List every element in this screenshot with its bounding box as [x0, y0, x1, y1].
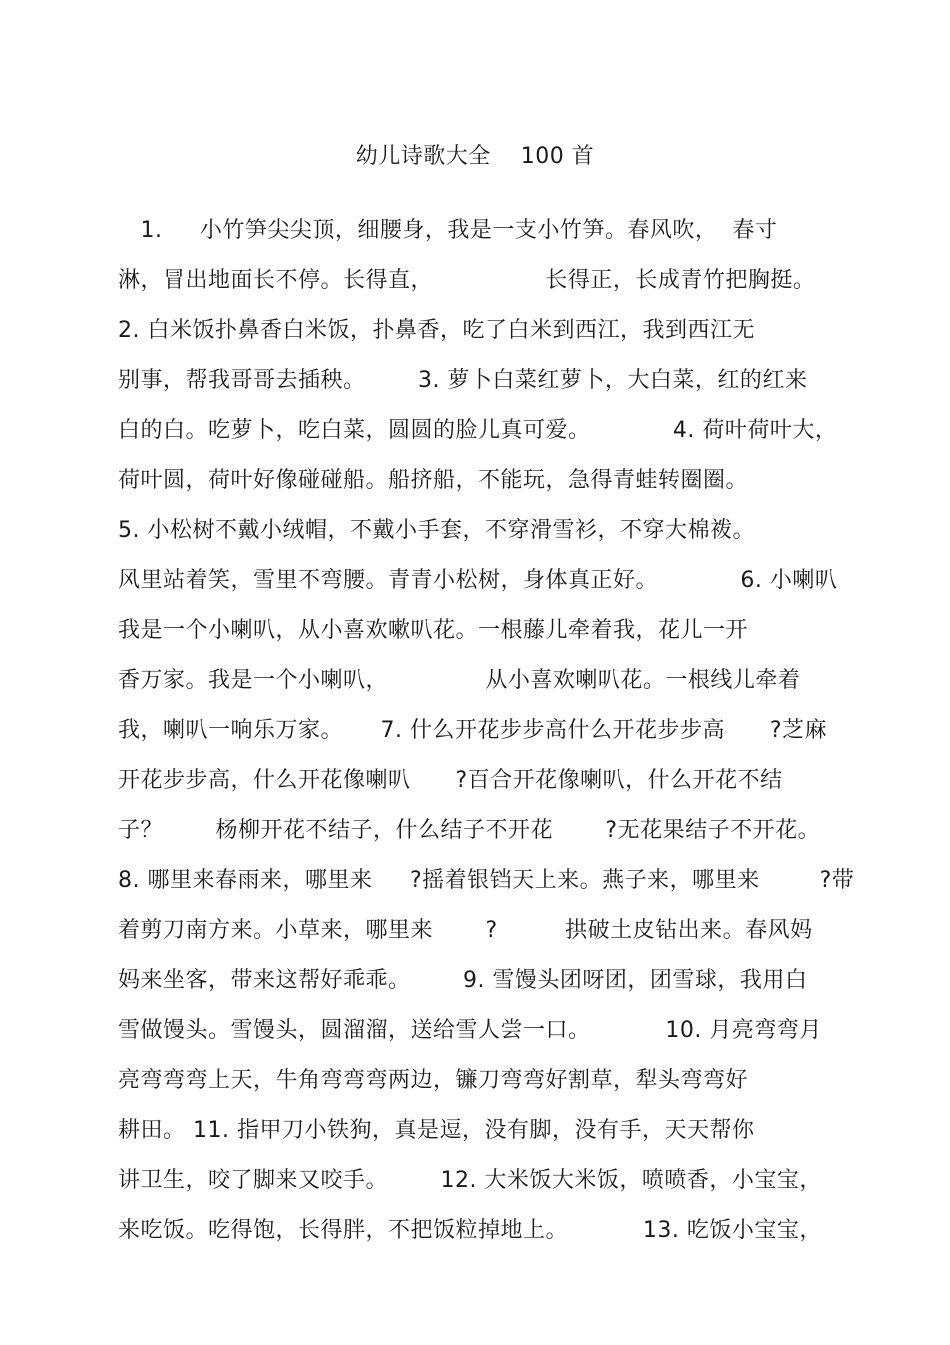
text-line: 2. 白米饭扑鼻香白米饭，扑鼻香，吃了白米到西江，我到西江无 — [118, 318, 755, 343]
text-line: 亮弯弯弯上天，牛角弯弯弯两边，镰刀弯弯好割草，犁头弯弯好 — [118, 1068, 749, 1093]
text-line: 来吃饭。吃得饱，长得胖，不把饭粒掉地上。 13. 吃饭小宝宝， — [118, 1218, 822, 1243]
page-title: 幼儿诗歌大全 100 首 — [355, 144, 595, 169]
text-line: 我，喇叭一响乐万家。 7. 什么开花步步高什么开花步步高 ?芝麻 — [118, 718, 828, 743]
text-line: 荷叶圆，荷叶好像碰碰船。船挤船，不能玩，急得青蛙转圈圈。 — [118, 468, 749, 493]
text-line: 8. 哪里来春雨来，哪里来 ?摇着银铛天上来。燕子来，哪里来 ?带 — [118, 868, 855, 893]
text-line: 讲卫生，咬了脚来又咬手。 12. 大米饭大米饭，喷喷香，小宝宝， — [118, 1168, 822, 1193]
text-line: 子？ 杨柳开花不结子，什么结子不开花 ?无花果结子不开花。 — [118, 818, 821, 843]
text-line: 耕田。 11. 指甲刀小铁狗，真是逗，没有脚，没有手，天天帮你 — [118, 1118, 755, 1143]
text-line: 着剪刀南方来。小草来，哪里来 ? 拱破土皮钻出来。春风妈 — [118, 918, 813, 943]
text-line: 我是一个小喇叭，从小喜欢嗽叭花。一根藤儿牵着我，花儿一开 — [118, 618, 749, 643]
poem-text-body — [118, 212, 878, 1262]
text-line: 淋，冒出地面长不停。长得直， 长得正，长成青竹把胸挺。 — [118, 268, 816, 293]
text-line: 别事，帮我哥哥去插秧。 3. 萝卜白菜红萝卜，大白菜，红的红来 — [118, 368, 808, 393]
text-line: 1. 小竹笋尖尖顶，细腰身，我是一支小竹笋。春风吹， 春寸 — [118, 218, 778, 243]
text-line: 雪做馒头。雪馒头，圆溜溜，送给雪人尝一口。 10. 月亮弯弯月 — [118, 1018, 822, 1043]
text-line: 5. 小松树不戴小绒帽，不戴小手套，不穿滑雪衫，不穿大棉袯。 — [118, 518, 755, 543]
text-line: 白的白。吃萝卜，吃白菜，圆圆的脸儿真可爱。 4. 荷叶荷叶大， — [118, 418, 838, 443]
text-line: 风里站着笑，雪里不弯腰。青青小松树，身体真正好。 6. 小喇叭 — [118, 568, 838, 593]
text-line: 开花步步高，什么开花像喇叭 ?百合开花像喇叭，什么开花不结 — [118, 768, 783, 793]
text-line: 妈来坐客，带来这帮好乖乖。 9. 雪馒头团呀团，团雪球，我用白 — [118, 968, 808, 993]
text-line: 香万家。我是一个小喇叭， 从小喜欢喇叭花。一根线儿牵着 — [118, 668, 801, 693]
